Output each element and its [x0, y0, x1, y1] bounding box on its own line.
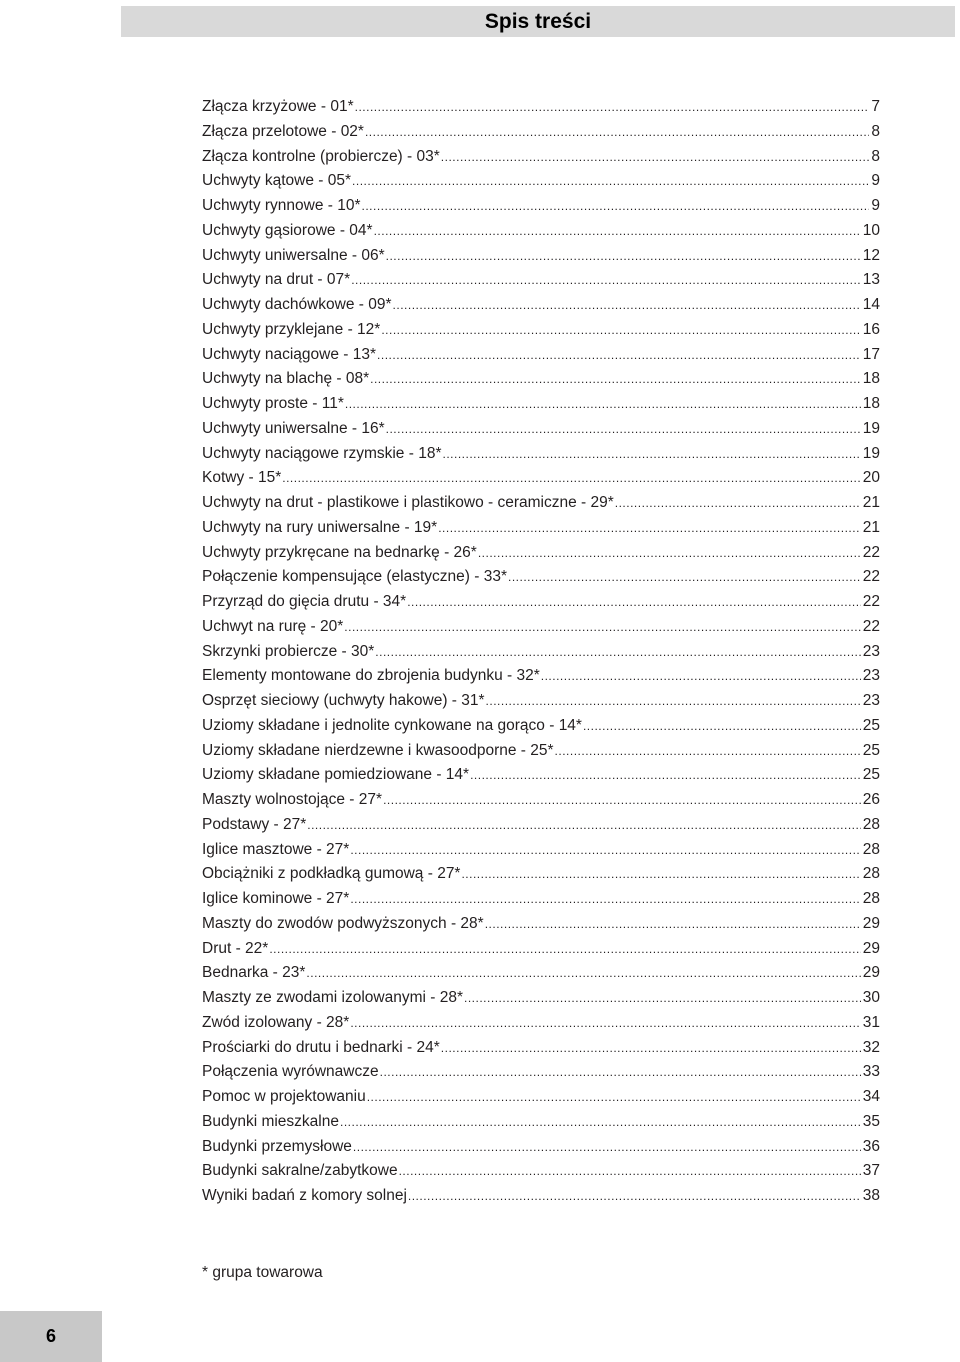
dot-leader: [508, 565, 861, 590]
toc-entry-title: Uchwyty na drut - 07*: [202, 271, 351, 289]
dot-leader: [486, 689, 861, 714]
toc-entry: [202, 565, 880, 590]
toc-entry-page: 22: [862, 568, 880, 586]
dot-leader: [615, 491, 861, 516]
toc-entry: [202, 664, 880, 689]
dot-leader: [441, 1036, 861, 1061]
toc-entry-page: 28: [862, 890, 880, 907]
toc-entry-page: 18: [862, 395, 880, 412]
toc-entry-page: 34: [862, 1088, 880, 1105]
dot-leader: [350, 838, 860, 863]
dot-leader: [374, 219, 861, 244]
toc-entry-title: Złącza krzyżowe - 01*: [202, 98, 354, 115]
toc-entry: [202, 219, 880, 244]
toc-entry-page: 14: [862, 296, 880, 313]
dot-leader: [464, 986, 861, 1011]
toc-entry-page: 7: [871, 98, 880, 115]
toc-entry: [202, 1159, 880, 1184]
dot-leader: [352, 169, 869, 194]
dot-leader: [583, 714, 861, 739]
dot-leader: [375, 640, 860, 665]
toc-entry: [202, 689, 880, 714]
dot-leader: [407, 590, 861, 615]
toc-entry-title: Uchwyty gąsiorowe - 04*: [202, 221, 373, 239]
dot-leader: [461, 862, 860, 887]
toc-entry: [202, 491, 880, 516]
toc-entry-page: 36: [862, 1137, 880, 1155]
toc-entry-title: Uchwyty uniwersalne - 06*: [202, 246, 385, 264]
toc-entry-title: Uchwyty na rury uniwersalne - 19*: [202, 518, 438, 536]
toc-entry: [202, 590, 880, 615]
toc-entry-page: 23: [862, 642, 880, 660]
toc-entry: [202, 1036, 880, 1061]
toc-entry-title: Obciążniki z podkładką gumową - 27*: [202, 865, 461, 883]
table-of-contents: [202, 95, 880, 1209]
toc-entry-title: Uchwyty proste - 11*: [202, 395, 344, 412]
dot-leader: [393, 293, 861, 318]
toc-entry-page: 31: [862, 1013, 880, 1031]
toc-entry: [202, 466, 880, 491]
toc-entry: [202, 615, 880, 640]
toc-entry: [202, 169, 880, 194]
toc-entry: [202, 961, 880, 986]
toc-entry-page: 20: [862, 469, 880, 487]
toc-entry-title: Maszty wolnostojące - 27*: [202, 791, 383, 808]
toc-entry-page: 33: [862, 1063, 880, 1081]
toc-entry: [202, 862, 880, 887]
toc-entry: [202, 95, 880, 120]
toc-entry: [202, 392, 880, 417]
toc-entry-page: 25: [862, 766, 880, 784]
dot-leader: [555, 739, 861, 764]
toc-entry-title: Podstawy - 27*: [202, 815, 307, 833]
toc-entry: [202, 293, 880, 318]
toc-entry-title: Uziomy składane pomiedziowane - 14*: [202, 766, 470, 784]
dot-leader: [386, 244, 861, 269]
dot-leader: [269, 937, 860, 962]
toc-entry-title: Zwód izolowany - 28*: [202, 1013, 350, 1031]
toc-entry: [202, 145, 880, 170]
toc-entry: [202, 763, 880, 788]
toc-entry: [202, 541, 880, 566]
toc-entry-page: 8: [871, 122, 880, 140]
toc-entry: [202, 1184, 880, 1209]
toc-entry-page: 23: [862, 667, 880, 685]
toc-entry-title: Budynki przemysłowe: [202, 1137, 352, 1155]
toc-entry-page: 29: [862, 964, 880, 982]
toc-entry-title: Drut - 22*: [202, 939, 269, 957]
dot-leader: [442, 442, 860, 467]
toc-entry-title: Wyniki badań z komory solnej: [202, 1187, 407, 1204]
dot-leader: [441, 145, 870, 170]
toc-entry-page: 38: [862, 1187, 880, 1204]
toc-entry-page: 9: [871, 197, 880, 214]
dot-leader: [383, 788, 861, 813]
dot-leader: [307, 813, 861, 838]
page-number-box: [0, 1311, 102, 1362]
toc-entry-page: 9: [871, 172, 880, 190]
page-title: Spis treści: [484, 10, 592, 33]
toc-entry: [202, 318, 880, 343]
toc-entry: [202, 343, 880, 368]
toc-entry: [202, 986, 880, 1011]
toc-entry: [202, 912, 880, 937]
toc-entry-page: 21: [862, 494, 880, 511]
dot-leader: [345, 392, 861, 417]
toc-entry-page: 12: [862, 246, 880, 264]
dot-leader: [438, 516, 861, 541]
toc-entry-title: Uchwyty naciągowe - 13*: [202, 345, 377, 363]
toc-entry-page: 28: [862, 840, 880, 858]
toc-entry-title: Uchwyty kątowe - 05*: [202, 172, 352, 190]
toc-entry: [202, 367, 880, 392]
dot-leader: [377, 343, 861, 368]
toc-entry-title: Przyrząd do gięcia drutu - 34*: [202, 593, 407, 610]
toc-entry-page: 13: [862, 271, 880, 289]
toc-entry-title: Kotwy - 15*: [202, 469, 282, 487]
dot-leader: [353, 1135, 861, 1160]
toc-entry-page: 10: [862, 221, 880, 239]
dot-leader: [340, 1110, 861, 1135]
dot-leader: [485, 912, 861, 937]
dot-leader: [370, 367, 861, 392]
toc-entry: [202, 838, 880, 863]
toc-entry-page: 16: [862, 320, 880, 338]
toc-entry: [202, 1060, 880, 1085]
dot-leader: [381, 318, 860, 343]
toc-entry-title: Uchwyty uniwersalne - 16*: [202, 419, 385, 437]
dot-leader: [367, 1085, 861, 1110]
toc-entry: [202, 268, 880, 293]
toc-entry: [202, 244, 880, 269]
page-number: 6: [45, 1326, 56, 1346]
toc-entry-page: 26: [862, 791, 880, 808]
toc-entry-title: Uchwyty rynnowe - 10*: [202, 197, 361, 214]
dot-leader: [399, 1159, 861, 1184]
toc-entry-title: Złącza przelotowe - 02*: [202, 122, 364, 140]
toc-entry-title: Uchwyty przyklejane - 12*: [202, 320, 381, 338]
toc-entry-page: 22: [862, 617, 880, 635]
toc-entry-title: Połączenie kompensujące (elastyczne) - 33*: [202, 568, 507, 586]
toc-entry-page: 22: [862, 593, 880, 610]
toc-entry-page: 25: [862, 716, 880, 734]
toc-entry-title: Złącza kontrolne (probiercze) - 03*: [202, 147, 440, 165]
dot-leader: [350, 887, 860, 912]
toc-entry-page: 19: [862, 419, 880, 437]
toc-entry-title: Osprzęt sieciowy (uchwyty hakowe) - 31*: [202, 692, 485, 709]
dot-leader: [355, 95, 870, 120]
toc-entry-title: Maszty ze zwodami izolowanymi - 28*: [202, 989, 464, 1006]
dot-leader: [470, 763, 861, 788]
toc-entry-page: 23: [862, 692, 880, 709]
toc-entry: [202, 714, 880, 739]
toc-entry-title: Bednarka - 23*: [202, 964, 306, 982]
toc-entry: [202, 1085, 880, 1110]
toc-entry-title: Pomoc w projektowaniu: [202, 1088, 366, 1105]
toc-entry: [202, 1135, 880, 1160]
toc-entry-title: Uchwyty na drut - plastikowe i plastikowo - ceramiczne - 29*: [202, 494, 614, 511]
toc-entry-title: Uchwyty dachówkowe - 09*: [202, 296, 392, 313]
toc-entry: [202, 1110, 880, 1135]
toc-entry: [202, 417, 880, 442]
toc-entry-title: Uchwyty naciągowe rzymskie - 18*: [202, 444, 442, 462]
dot-leader: [408, 1184, 861, 1209]
toc-entry-title: Skrzynki probiercze - 30*: [202, 642, 375, 660]
toc-entry: [202, 887, 880, 912]
toc-entry: [202, 516, 880, 541]
toc-entry-page: 32: [862, 1038, 880, 1056]
dot-leader: [344, 615, 860, 640]
toc-entry-title: Prościarki do drutu i bednarki - 24*: [202, 1038, 440, 1056]
dot-leader: [306, 961, 860, 986]
toc-entry-page: 30: [862, 989, 880, 1006]
dot-leader: [362, 194, 870, 219]
toc-entry-page: 37: [862, 1162, 880, 1180]
header-bar: [121, 6, 955, 37]
toc-entry-page: 8: [871, 147, 880, 165]
toc-entry-title: Maszty do zwodów podwyższonych - 28*: [202, 914, 484, 932]
toc-entry: [202, 788, 880, 813]
toc-entry-title: Połączenia wyrównawcze: [202, 1063, 379, 1081]
dot-leader: [541, 664, 861, 689]
toc-entry-page: 18: [862, 370, 880, 388]
toc-entry-page: 22: [862, 543, 880, 561]
toc-entry: [202, 813, 880, 838]
toc-entry-title: Iglice kominowe - 27*: [202, 890, 350, 907]
toc-entry: [202, 194, 880, 219]
dot-leader: [350, 1011, 860, 1036]
toc-entry-title: Uchwyty na blachę - 08*: [202, 370, 370, 388]
toc-entry: [202, 739, 880, 764]
dot-leader: [478, 541, 861, 566]
dot-leader: [351, 268, 861, 293]
toc-entry-page: 17: [862, 345, 880, 363]
dot-leader: [386, 417, 861, 442]
toc-entry-page: 29: [862, 914, 880, 932]
toc-entry: [202, 937, 880, 962]
toc-entry-page: 19: [862, 444, 880, 462]
toc-entry: [202, 1011, 880, 1036]
toc-entry-title: Budynki mieszkalne: [202, 1112, 339, 1130]
toc-entry-page: 25: [862, 741, 880, 759]
toc-entry-page: 28: [862, 815, 880, 833]
toc-entry: [202, 120, 880, 145]
toc-entry-page: 21: [862, 518, 880, 536]
toc-entry-title: Uziomy składane nierdzewne i kwasoodporne - 25*: [202, 741, 554, 759]
toc-entry-title: Budynki sakralne/zabytkowe: [202, 1162, 398, 1180]
footnote: * grupa towarowa: [202, 1264, 323, 1281]
toc-entry-title: Elementy montowane do zbrojenia budynku - 32*: [202, 667, 540, 685]
toc-entry-page: 28: [862, 865, 880, 883]
toc-entry-title: Uchwyt na rurę - 20*: [202, 617, 344, 635]
dot-leader: [365, 120, 869, 145]
toc-entry-title: Uziomy składane i jednolite cynkowane na gorąco - 14*: [202, 716, 582, 734]
toc-entry-page: 35: [862, 1112, 880, 1130]
toc-entry-page: 29: [862, 939, 880, 957]
dot-leader: [380, 1060, 861, 1085]
dot-leader: [282, 466, 860, 491]
toc-entry: [202, 442, 880, 467]
toc-entry: [202, 640, 880, 665]
toc-entry-title: Iglice masztowe - 27*: [202, 840, 350, 858]
toc-entry-title: Uchwyty przykręcane na bednarkę - 26*: [202, 543, 477, 561]
